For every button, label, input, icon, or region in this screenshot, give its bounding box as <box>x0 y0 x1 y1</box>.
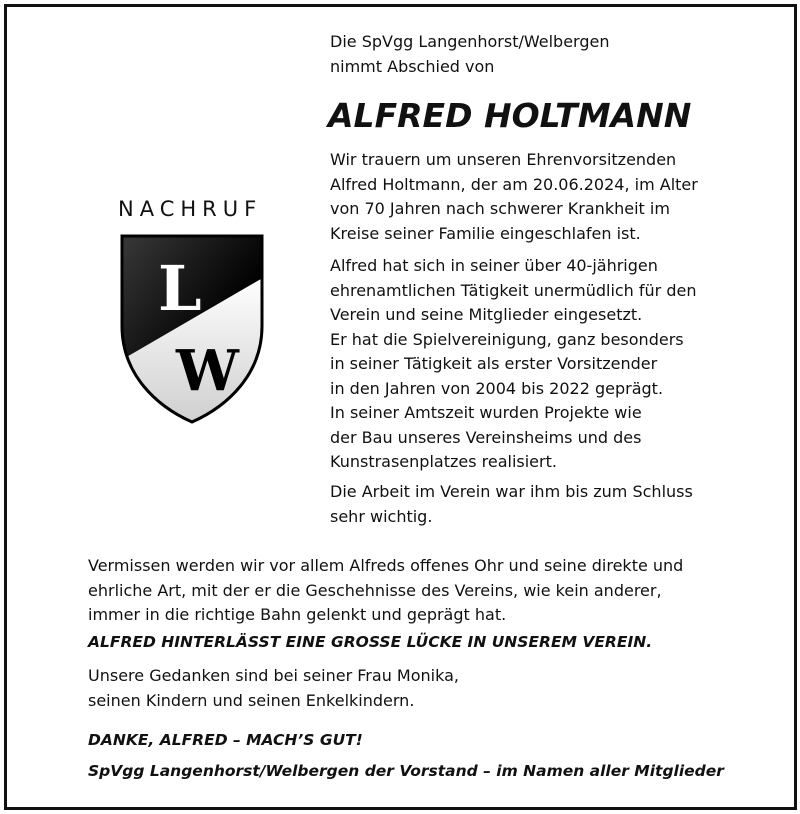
text-line: In seiner Amtszeit wurden Projekte wie <box>330 403 642 422</box>
intro-line: nimmt Abschied von <box>330 56 495 76</box>
text-line: sehr wichtig. <box>330 506 433 526</box>
emphasis-statement: ALFRED HINTERLÄSST EINE GROSSE LÜCKE IN UNSEREM VEREIN. <box>88 633 653 651</box>
nachruf-label: NACHRUF <box>118 197 263 221</box>
paragraph-career <box>330 254 696 475</box>
intro-text <box>330 30 609 79</box>
deceased-name: ALFRED HOLTMANN <box>328 96 692 135</box>
paragraph-tribute <box>88 554 683 628</box>
text-line: seinen Kindern und seinen Enkelkindern. <box>88 690 415 710</box>
text-line: Verein und seine Mitglieder eingesetzt. <box>330 305 643 324</box>
text-line: Kreise seiner Familie eingeschlafen ist. <box>330 223 641 243</box>
text-line: ehrenamtlichen Tätigkeit unermüdlich für den <box>330 280 697 300</box>
text-line: ehrliche Art, mit der er die Geschehnisse des Vereins, wie kein anderer, <box>88 580 662 600</box>
text-line: Kunstrasenplatzes realisiert. <box>330 452 557 471</box>
signature-line: SpVgg Langenhorst/Welbergen der Vorstand – im Namen aller Mitglieder <box>88 762 724 780</box>
text-line: Unsere Gedanken sind bei seiner Frau Monika, <box>88 666 459 685</box>
text-line: von 70 Jahren nach schwerer Krankheit im <box>330 199 670 218</box>
club-crest-logo <box>118 234 266 424</box>
text-line: in den Jahren von 2004 bis 2022 geprägt. <box>330 378 664 398</box>
logo-letter-l: L <box>158 252 202 325</box>
text-line: immer in die richtige Bahn gelenkt und geprägt hat. <box>88 605 507 624</box>
paragraph-condolence <box>88 664 459 713</box>
logo-letter-w: W <box>176 338 239 404</box>
paragraph-dedication <box>330 480 693 529</box>
farewell-line: DANKE, ALFRED – MACH’S GUT! <box>88 731 363 749</box>
text-line: Alfred hat sich in seiner über 40-jährigen <box>330 256 658 275</box>
text-line: Alfred Holtmann, der am 20.06.2024, im Alter <box>330 174 698 194</box>
text-line: der Bau unseres Vereinsheims und des <box>330 427 642 447</box>
text-line: Vermissen werden wir vor allem Alfreds offenes Ohr und seine direkte und <box>88 556 684 575</box>
paragraph-mourning <box>330 148 698 246</box>
text-line: in seiner Tätigkeit als erster Vorsitzender <box>330 354 658 373</box>
intro-line: Die SpVgg Langenhorst/Welbergen <box>330 32 610 51</box>
text-line: Er hat die Spielvereinigung, ganz besonders <box>330 329 684 349</box>
text-line: Wir trauern um unseren Ehrenvorsitzenden <box>330 150 677 169</box>
text-line: Die Arbeit im Verein war ihm bis zum Schluss <box>330 482 693 501</box>
